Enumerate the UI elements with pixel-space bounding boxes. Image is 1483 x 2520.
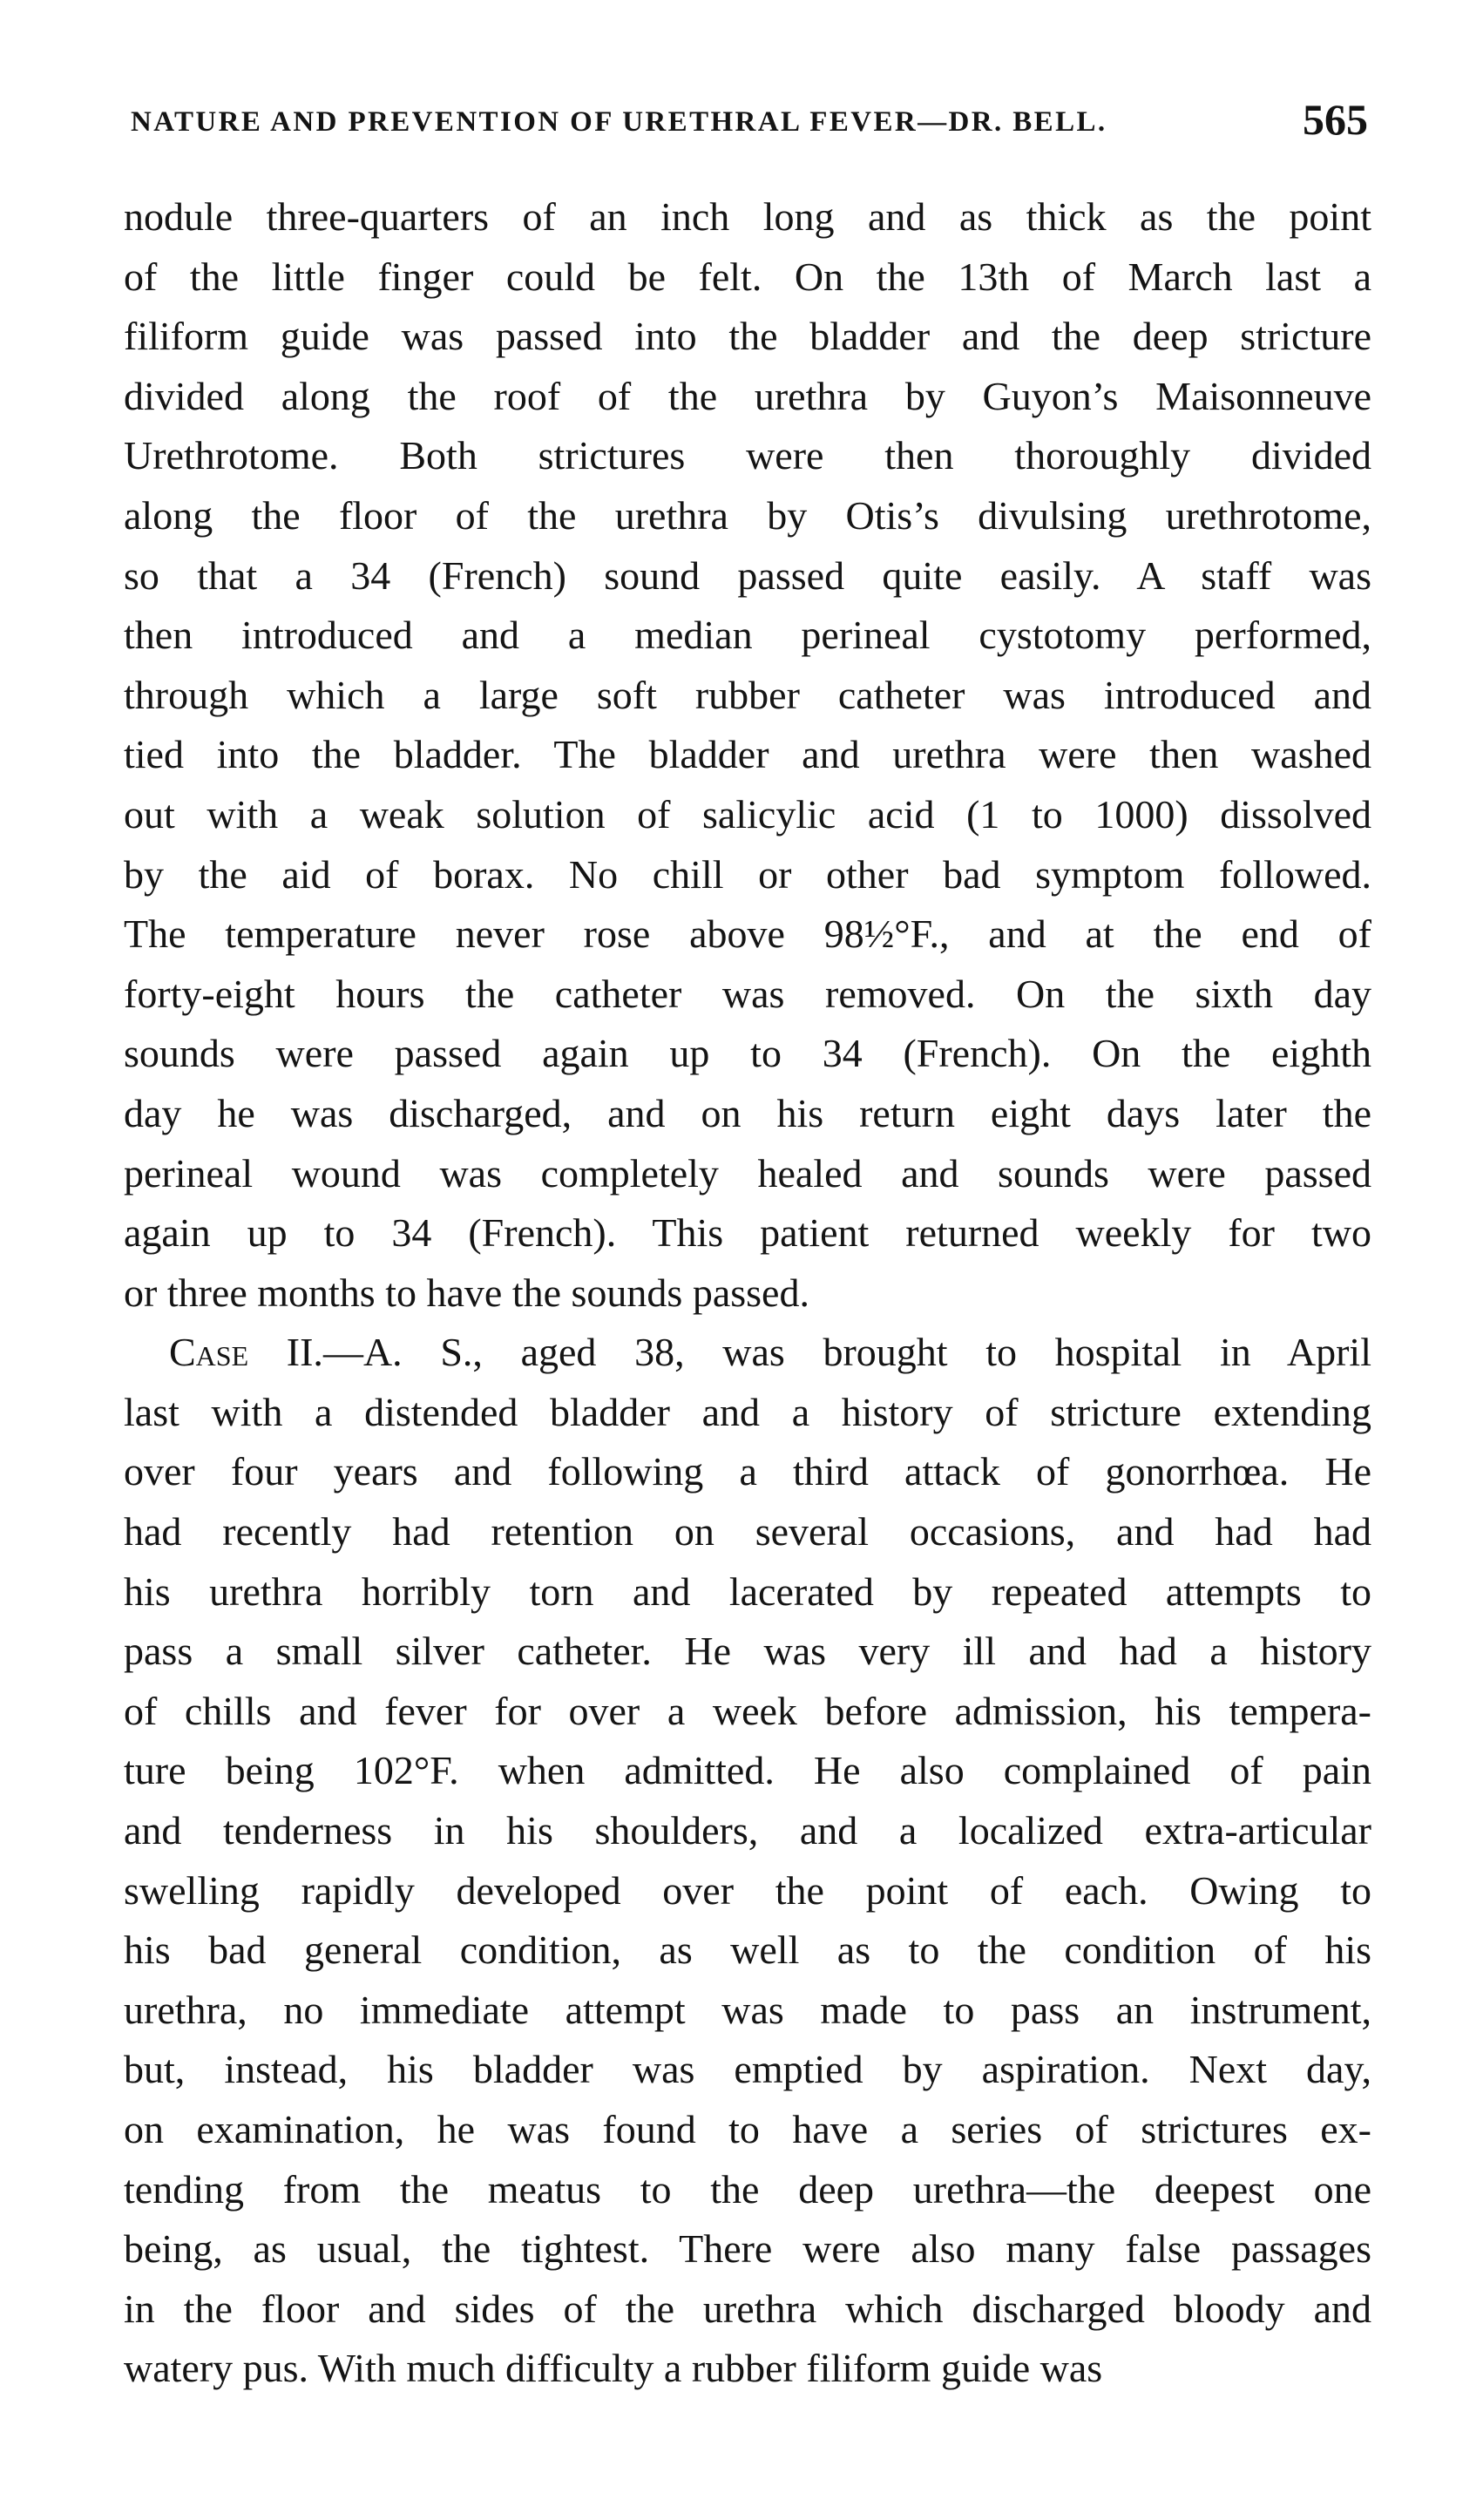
text-line: ture being 102°F. when admitted. He also complained of pain: [124, 1748, 1371, 1793]
body-text: [124, 187, 1371, 2399]
text-line: [124, 1323, 1371, 1383]
text-line: Urethrotome. Both strictures were then thoroughly divided: [124, 433, 1371, 478]
text-line: last with a distended bladder and a history of stricture extending: [124, 1389, 1371, 1434]
paragraph-case-two: [124, 1323, 1371, 2399]
case-intro-text: —A. S., aged 38, was brought to hospital in April: [322, 1330, 1371, 1375]
case-label: Case II.: [169, 1330, 323, 1375]
text-line: sounds were passed again up to 34 (French). On the eighth: [124, 1031, 1371, 1076]
running-head: NATURE AND PREVENTION OF URETHRAL FEVER—DR. BELL.: [131, 106, 1107, 138]
text-line: by the aid of borax. No chill or other bad symptom followed.: [124, 851, 1371, 897]
text-line: divided along the roof of the urethra by Guyon’s Maisonneuve: [124, 373, 1371, 418]
text-line: had recently had retention on several occasions, and had had: [124, 1509, 1371, 1555]
text-line: along the floor of the urethra by Otis’s divulsing urethrotome,: [124, 492, 1371, 538]
text-line: urethra, no immediate attempt was made to pass an instrument,: [124, 1987, 1371, 2032]
text-line: or three months to have the sounds passed.: [124, 1270, 809, 1315]
text-line: again up to 34 (French). This patient returned weekly for two: [124, 1210, 1371, 1256]
text-line: his urethra horribly torn and lacerated by repeated attempts to: [124, 1568, 1371, 1614]
text-line: of the little finger could be felt. On the 13th of March last a: [124, 254, 1371, 299]
text-line: and tenderness in his shoulders, and a localized extra-articular: [124, 1808, 1371, 1853]
text-line: forty-eight hours the catheter was removed. On the sixth day: [124, 971, 1371, 1016]
text-line: on examination, he was found to have a series of strictures ex-: [124, 2107, 1371, 2151]
text-line: out with a weak solution of salicylic acid (1 to 1000) dissolved: [124, 791, 1371, 837]
text-line: in the floor and sides of the urethra which discharged bloody and: [124, 2286, 1371, 2331]
text-line: perineal wound was completely healed and sounds were passed: [124, 1150, 1371, 1196]
text-line: of chills and fever for over a week before admission, his tempera-: [124, 1688, 1371, 1733]
paragraph-case-one-continued: [124, 187, 1371, 1323]
text-line: then introduced and a median perineal cystotomy performed,: [124, 613, 1371, 658]
text-line: being, as usual, the tightest. There were also many false passages: [124, 2226, 1371, 2272]
text-line: The temperature never rose above 98½°F., and at the end of: [124, 911, 1371, 957]
page-number: 565: [1303, 95, 1368, 144]
page-header: [131, 94, 1368, 146]
text-line: so that a 34 (French) sound passed quite easily. A staff was: [124, 552, 1371, 598]
text-line: but, instead, his bladder was emptied by aspiration. Next day,: [124, 2047, 1371, 2092]
text-line: filiform guide was passed into the bladder and the deep stricture: [124, 314, 1371, 359]
text-line: tied into the bladder. The bladder and urethra were then washed: [124, 732, 1371, 777]
text-line: his bad general condition, as well as to the condition of his: [124, 1927, 1371, 1973]
text-line: day he was discharged, and on his return eight days later the: [124, 1090, 1371, 1135]
text-line: nodule three-quarters of an inch long and as thick as the point: [124, 194, 1371, 239]
text-line: watery pus. With much difficulty a rubber filiform guide was: [124, 2346, 1103, 2391]
text-line: pass a small silver catheter. He was very ill and had a history: [124, 1629, 1371, 1674]
text-line: swelling rapidly developed over the point of each. Owing to: [124, 1867, 1371, 1913]
text-line: tending from the meatus to the deep urethra—the deepest one: [124, 2166, 1371, 2212]
text-line: over four years and following a third attack of gonorrhœa. He: [124, 1449, 1371, 1494]
text-line: through which a large soft rubber catheter was introduced and: [124, 672, 1371, 717]
